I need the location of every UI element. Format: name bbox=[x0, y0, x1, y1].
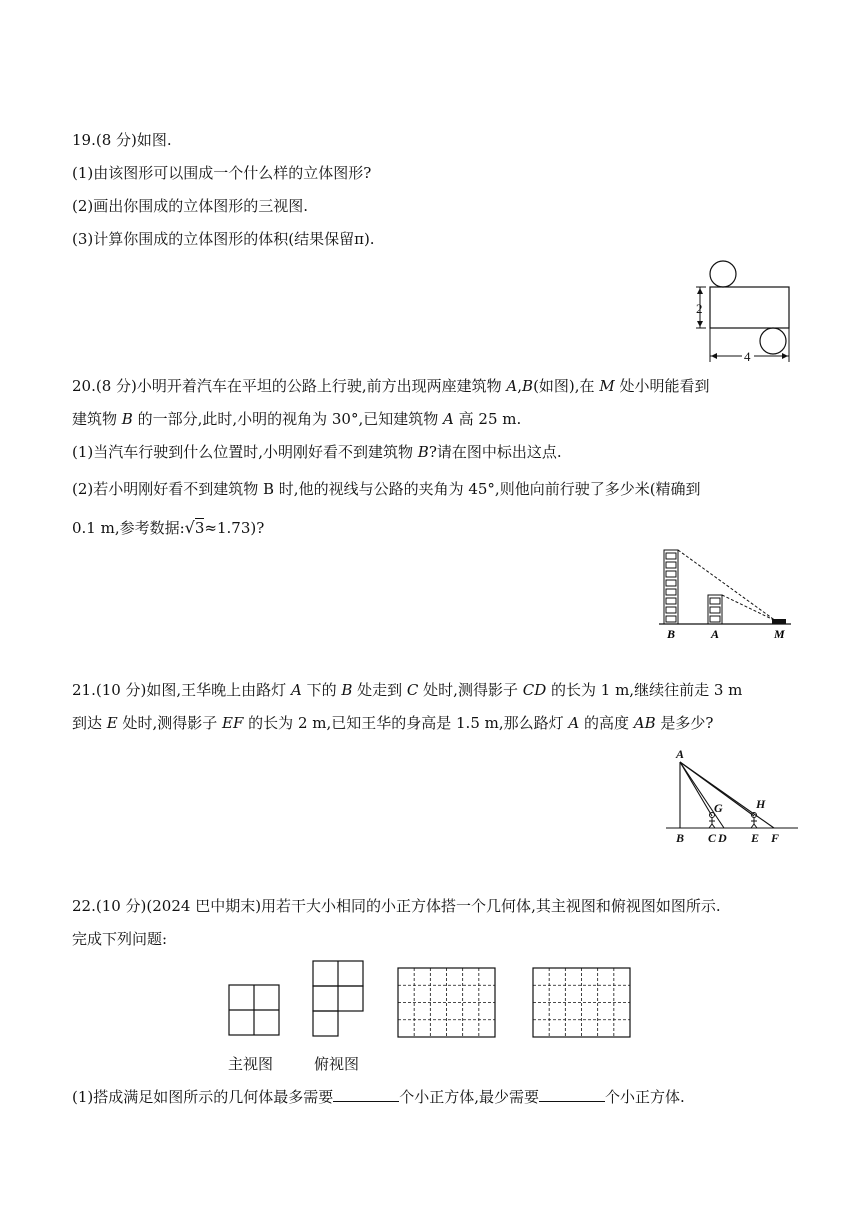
label-a: A bbox=[676, 747, 685, 761]
q21-streetlamp-figure bbox=[664, 744, 800, 848]
front-view-figure bbox=[228, 984, 280, 1038]
top-view-caption: 俯视图 bbox=[314, 1055, 360, 1073]
label-b: B bbox=[667, 627, 676, 641]
answer-blank-min[interactable] bbox=[539, 1087, 605, 1102]
q21-line2: 到达 E 处时,测得影子 EF 的长为 2 m,已知王华的身高是 1.5 m,那么路灯 A 的高度 AB 是多少? bbox=[72, 714, 714, 732]
q20-buildings-figure bbox=[655, 546, 795, 642]
q20-line2: 建筑物 B 的一部分,此时,小明的视角为 30°,已知建筑物 A 高 25 m. bbox=[72, 410, 522, 428]
q19-net-figure bbox=[690, 258, 802, 368]
height-label: 2 bbox=[696, 301, 703, 316]
top-circle bbox=[710, 261, 736, 287]
q19-part1: (1)由该图形可以围成一个什么样的立体图形? bbox=[72, 164, 372, 182]
label-f: F bbox=[771, 831, 780, 845]
label-b: B bbox=[676, 831, 685, 845]
top-view-figure bbox=[312, 960, 366, 1038]
q21-line1: 21.(10 分)如图,王华晚上由路灯 A 下的 B 处走到 C 处时,测得影子 CD 的长为 1 m,继续往前走 3 m bbox=[72, 681, 743, 699]
label-m: M bbox=[774, 627, 785, 641]
label-h: H bbox=[756, 797, 766, 811]
front-view-caption: 主视图 bbox=[228, 1055, 274, 1073]
width-label: 4 bbox=[744, 349, 751, 364]
q20-part2: (2)若小明刚好看不到建筑物 B 时,他的视线与公路的夹角为 45°,则他向前行驶了多少米(精确到 bbox=[72, 480, 701, 498]
label-e: E bbox=[751, 831, 760, 845]
label-a: A bbox=[711, 627, 720, 641]
q22-part1: (1)搭成满足如图所示的几何体最多需要 个小正方体,最少需要 个小正方体. bbox=[72, 1088, 685, 1106]
label-c: C bbox=[708, 831, 717, 845]
q20-line1: 20.(8 分)小明开着汽车在平坦的公路上行驶,前方出现两座建筑物 A,B(如图),在 M 处小明能看到 bbox=[72, 377, 710, 395]
label-d: D bbox=[718, 831, 727, 845]
q19-part2: (2)画出你围成的立体图形的三视图. bbox=[72, 197, 309, 215]
person-e bbox=[751, 813, 757, 829]
q20-part1: (1)当汽车行驶到什么位置时,小明刚好看不到建筑物 B?请在图中标出这点. bbox=[72, 443, 562, 461]
building-a bbox=[708, 595, 722, 624]
q22-line2: 完成下列问题: bbox=[72, 930, 168, 948]
building-b bbox=[664, 550, 678, 624]
q19-part3: (3)计算你围成的立体图形的体积(结果保留π). bbox=[72, 230, 375, 248]
bottom-circle bbox=[760, 328, 786, 354]
answer-blank-max[interactable] bbox=[333, 1087, 399, 1102]
label-g: G bbox=[714, 801, 723, 815]
answer-grid-2 bbox=[532, 967, 632, 1039]
answer-grid-1 bbox=[397, 967, 497, 1039]
q19-heading: 19.(8 分)如图. bbox=[72, 131, 172, 149]
q20-part3: 0.1 m,参考数据:√3≈1.73)? bbox=[72, 518, 265, 537]
net-rectangle bbox=[710, 287, 789, 328]
q22-line1: 22.(10 分)(2024 巴中期末)用若干大小相同的小正方体搭一个几何体,其主视图和俯视图如图所示. bbox=[72, 897, 721, 915]
